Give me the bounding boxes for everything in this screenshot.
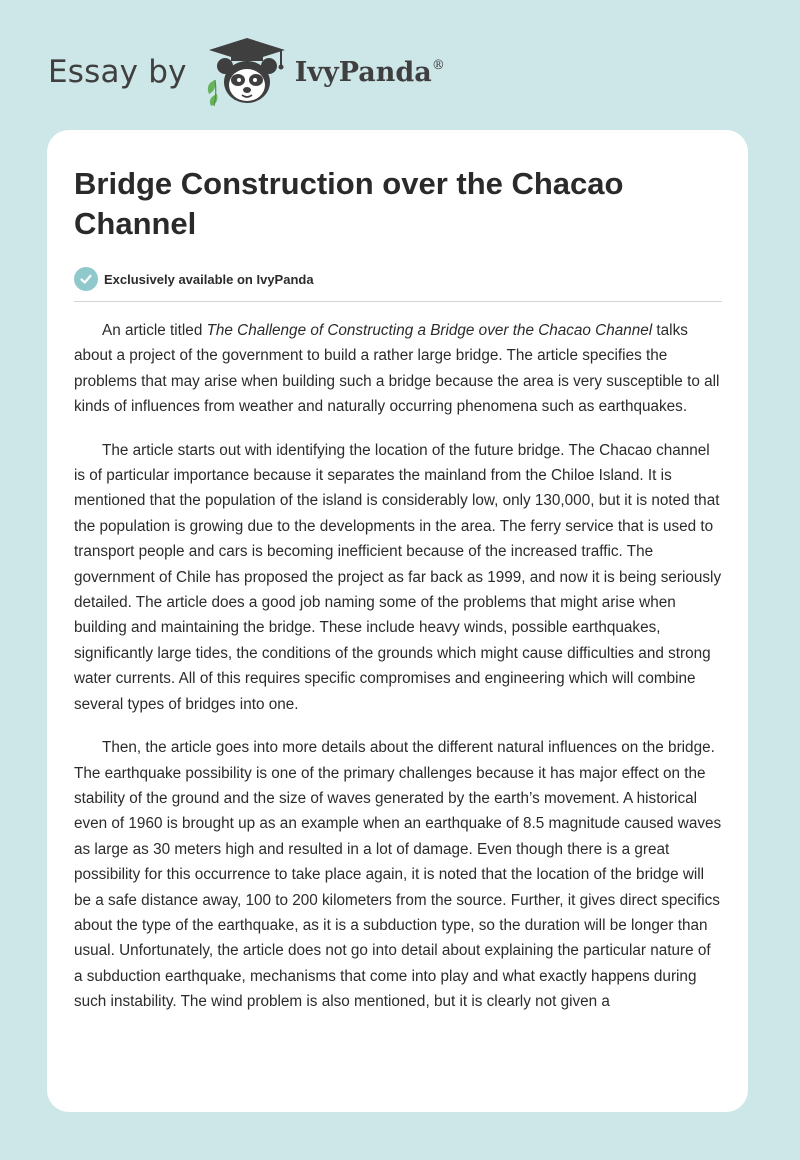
registered-mark: ®: [431, 57, 445, 73]
divider: [74, 301, 722, 302]
page-title: Bridge Construction over the Chacao Channel: [74, 166, 624, 241]
exclusive-badge: [74, 266, 722, 292]
paragraph: An article titled The Challenge of Constructing a Bridge over the Chacao Channel talks about a project of the government to build a rather large bridge. The article specifies the problems that may arise when building such a bridge because the area is very susceptible to all kinds of influences from weather and naturally occurring phenomena such as earthquakes.: [74, 322, 720, 416]
brand-name[interactable]: IvyPanda®: [294, 56, 445, 88]
paragraph: Then, the article goes into more details about the different natural influences on the bridge. The earthquake possibility is one of the primary challenges because it has major effect on the stability of the ground and the size of waves generated by the earth’s movement. A historical even of 1960 is brought up as an example when an earthquake of 8.5 magnitude caused waves as large as 30 meters high and resulted in a lot of damage. Even though there is a great possibility for this occurrence to take place again, it is noted that the location of the bridge will be a safe distance away, 100 to 200 kilometers from the source. Further, it gives direct specifics about the type of the earthquake, as it is a subduction type, so the duration will be longer than usual. Unfortunately, the article does not go into detail about explaining the particular nature of a subduction earthquake, mechanisms that come into play and what exactly happens during such instability. The wind problem is also mentioned, but it is clearly not given a: [74, 739, 722, 1011]
paragraph: The article starts out with identifying the location of the future bridge. The Chacao channel is of particular importance because it separates the mainland from the Chiloe Island. It is mentioned that the population of the island is considerably low, only 130,000, but it is noted that the population is growing due to the developments in the area. The ferry service that is used to transport people and cars is becoming inefficient because of the increased traffic. The government of Chile has proposed the project as far back as 1999, and now it is being seriously detailed. The article does a good job naming some of the problems that might arise when building and maintaining the bridge. These include heavy winds, possible earthquakes, significantly large tides, the conditions of the grounds which might cause difficulties and strong water currents. All of this requires specific compromises and engineering which will combine several types of bridges into one.: [74, 441, 722, 713]
badge-text: Exclusively available on IvyPanda: [104, 271, 314, 287]
article-title-italic: The Challenge of Constructing a Bridge over the Chacao Channel: [206, 322, 653, 339]
panda-graduate-icon[interactable]: [201, 36, 293, 108]
essay-card: [47, 130, 748, 1112]
check-circle-icon: [74, 267, 98, 291]
site-header: [48, 36, 445, 108]
essay-body: [74, 318, 722, 1015]
brand-prefix: Essay by: [48, 54, 187, 90]
